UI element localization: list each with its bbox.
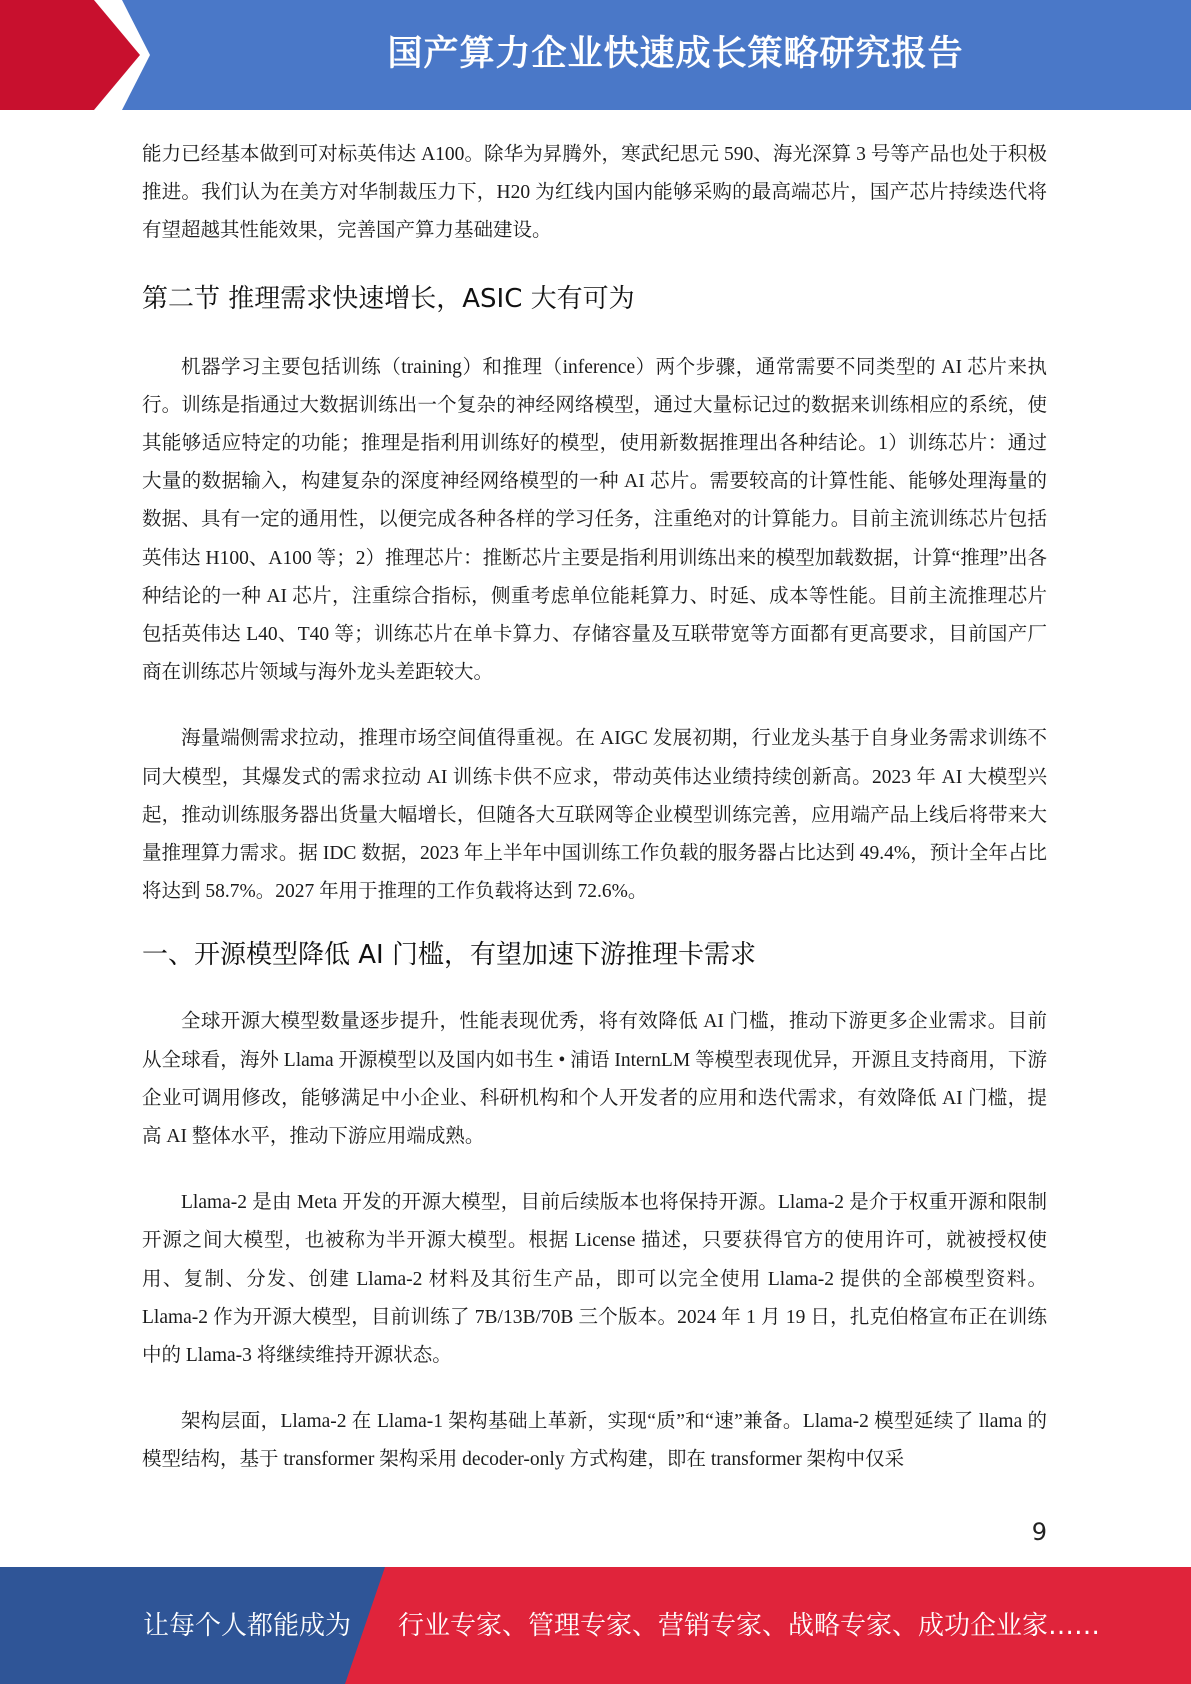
header-title: 国产算力企业快速成长策略研究报告 — [387, 34, 964, 74]
footer-slogan-left: 让每个人都能成为 — [143, 1611, 352, 1641]
paragraph-intro: 能力已经基本做到可对标英伟达 A100。除华为昇腾外，寒武纪思元 590、海光深算 3 号等产品也处于积极推进。我们认为在美方对华制裁压力下，H20 为红线内国内能够采购的最高端芯片，国产芯片持续迭代将有望超越其性能效果，完善国产算力基础建设。 — [142, 144, 1047, 242]
subsection-heading-1: 一、开源模型降低 AI 门槛，有望加速下游推理卡需求 — [142, 940, 756, 971]
footer-slogan-right: 行业专家、管理专家、营销专家、战略专家、成功企业家…… — [398, 1611, 1101, 1641]
page-header — [0, 0, 1191, 110]
paragraph-open-source: 全球开源大模型数量逐步提升，性能表现优秀，将有效降低 AI 门槛，推动下游更多企业需求。目前从全球看，海外 Llama 开源模型以及国内如书生 • 浦语 InternLM 等模型表现优异，开源且支持商用，下游企业可调用修改，能够满足中小企业、科研机构和个人开发者的应用和迭代需求，有效降低 AI 门槛，提高 AI 整体水平，推动下游应用端成熟。 — [142, 1011, 1047, 1148]
paragraph-inference-market: 海量端侧需求拉动，推理市场空间值得重视。在 AIGC 发展初期，行业龙头基于自身业务需求训练不同大模型，其爆发式的需求拉动 AI 训练卡供不应求，带动英伟达业绩持续创新高。2023 年 AI 大模型兴起，推动训练服务器出货量大幅增长，但随各大互联网等企业模型训练完善，应用端产品上线后将带来大量推理算力需求。据 IDC 数据，2023 年上半年中国训练工作负载的服务器占比达到 49.4%，预计全年占比将达到 58.7%。2027 年用于推理的工作负载将达到 72.6%。 — [142, 728, 1047, 903]
page-footer — [0, 1567, 1191, 1684]
document-body — [142, 136, 1047, 1480]
paragraph-llama2: Llama-2 是由 Meta 开发的开源大模型，目前后续版本也将保持开源。Llama-2 是介于权重开源和限制开源之间大模型，也被称为半开源大模型。根据 License 描述，只要获得官方的使用许可，就被授权使用、复制、分发、创建 Llama-2 材料及其衍生产品，即可以完全使用 Llama-2 提供的全部模型资料。Llama-2 作为开源大模型，目前训练了 7B/13B/70B 三个版本。2024 年 1 月 19 日，扎克伯格宣布正在训练中的 Llama-3 将继续维持开源状态。 — [142, 1192, 1047, 1367]
section-heading-2: 第二节 推理需求快速增长，ASIC 大有可为 — [142, 283, 635, 314]
paragraph-training-inference: 机器学习主要包括训练（training）和推理（inference）两个步骤，通常需要不同类型的 AI 芯片来执行。训练是指通过大数据训练出一个复杂的神经网络模型，通过大量标记过的数据来训练相应的系统，使其能够适应特定的功能；推理是指利用训练好的模型，使用新数据推理出各种结论。1）训练芯片：通过大量的数据输入，构建复杂的深度神经网络模型的一种 AI 芯片。需要较高的计算性能、能够处理海量的数据、具有一定的通用性，以便完成各种各样的学习任务，注重绝对的计算能力。目前主流训练芯片包括英伟达 H100、A100 等；2）推理芯片：推断芯片主要是指利用训练出来的模型加载数据，计算“推理”出各种结论的一种 AI 芯片，注重综合指标，侧重考虑单位能耗算力、时延、成本等性能。目前主流推理芯片包括英伟达 L40、T40 等；训练芯片在单卡算力、存储容量及互联带宽等方面都有更高要求，目前国产厂商在训练芯片领域与海外龙头差距较大。 — [142, 356, 1047, 684]
paragraph-architecture: 架构层面，Llama-2 在 Llama-1 架构基础上革新，实现“质”和“速”兼备。Llama-2 模型延续了 llama 的模型结构，基于 transformer 架构采用 decoder-only 方式构建，即在 transformer 架构中仅采 — [142, 1411, 1047, 1471]
page-number: 9 — [1031, 1518, 1047, 1546]
